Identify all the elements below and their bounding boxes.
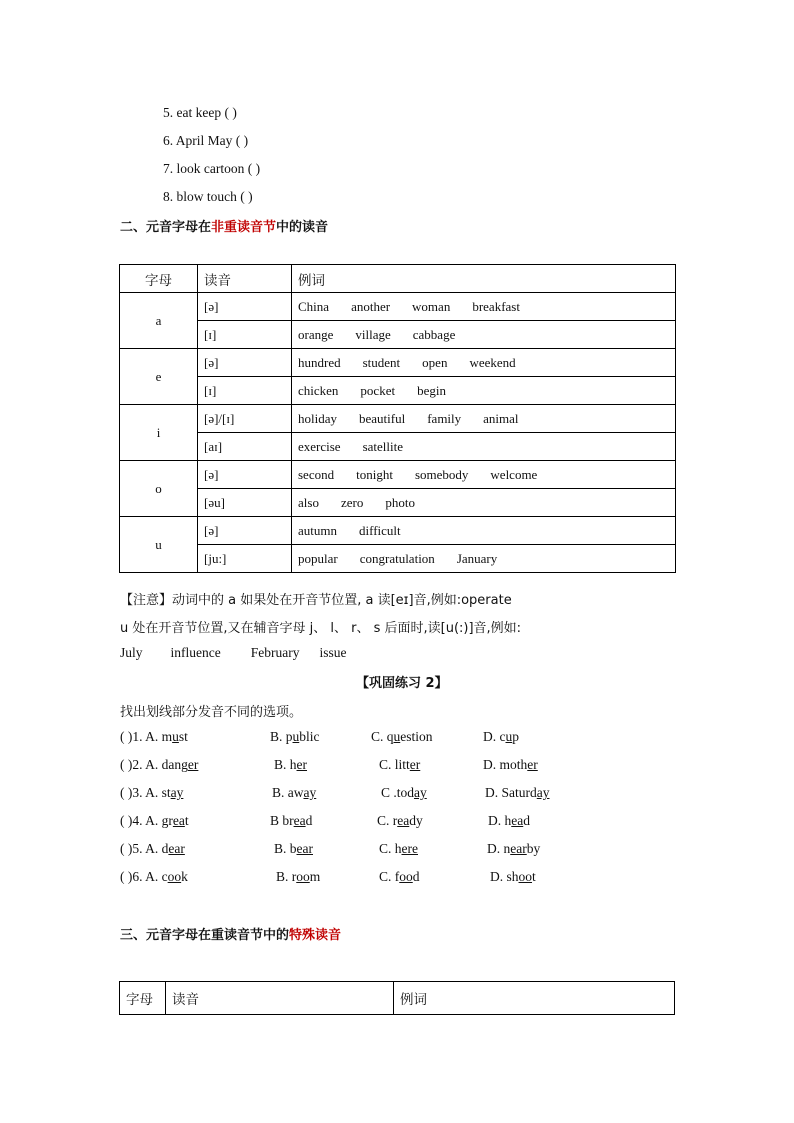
option-a	[120, 757, 198, 773]
example-word: popular	[298, 550, 338, 566]
option-text: C .tod	[381, 785, 415, 800]
sound-cell: [ɪ]	[198, 377, 292, 405]
option-a	[120, 869, 188, 885]
option-text: ( )4. A.	[120, 813, 162, 828]
note-line-1: 【注意】动词中的 a 如果处在开音节位置, a 读[eɪ]音,例如:operate	[120, 593, 512, 608]
example-word: tonight	[356, 466, 393, 482]
option-text: d	[412, 869, 420, 884]
underlined-part: oo	[399, 869, 413, 884]
note-line-2: u 处在开音节位置,又在辅音字母 j、 l、 r、 s 后面时,读[u(:)]音,例如:	[120, 621, 522, 636]
examples-cell	[292, 517, 676, 545]
example-word: animal	[483, 410, 519, 426]
option-c	[381, 785, 427, 801]
section-3-prefix: 三、元音字母在重读音节中的	[120, 928, 290, 943]
header-examples: 例词	[292, 265, 676, 293]
option-text: p	[512, 729, 519, 744]
option-b	[276, 869, 320, 885]
practice-instruction: 找出划线部分发音不同的选项。	[120, 705, 303, 720]
option-d	[483, 757, 538, 773]
underlined-part: ay	[414, 785, 427, 800]
exercise-item-7: 7. look cartoon ( )	[163, 161, 261, 176]
option-text: C. litt	[379, 757, 410, 772]
example-word: autumn	[298, 522, 337, 538]
header-examples: 例词	[394, 982, 675, 1015]
underlined-part: oo	[167, 869, 182, 884]
examples-cell	[292, 405, 676, 433]
header-letter: 字母	[120, 982, 166, 1015]
exercise-item-8: 8. blow touch ( )	[163, 189, 253, 204]
option-text: B. r	[276, 869, 297, 884]
example-word: hundred	[298, 354, 341, 370]
example-word: congratulation	[359, 550, 435, 566]
option-a	[120, 813, 189, 829]
section-2-highlight: 非重读音节	[211, 220, 277, 235]
option-text: D. Saturd	[485, 785, 537, 800]
exercise-item-6: 6. April May ( )	[163, 133, 249, 148]
option-text: gr	[161, 813, 173, 828]
example-word: difficult	[359, 522, 401, 538]
sound-cell: [ə]	[198, 517, 292, 545]
underlined-part: er	[409, 757, 421, 772]
option-text: C. q	[371, 729, 394, 744]
option-text: m	[309, 869, 321, 884]
table-row	[120, 349, 676, 377]
option-text: D. n	[487, 841, 511, 856]
option-c	[379, 757, 420, 773]
option-text: ( )5. A.	[120, 841, 162, 856]
option-text: B. aw	[272, 785, 304, 800]
example-word: breakfast	[472, 298, 520, 314]
underlined-part: oo	[518, 869, 533, 884]
option-text: st	[161, 785, 171, 800]
exercise-item-5: 5. eat keep ( )	[163, 105, 237, 120]
header-letter: 字母	[120, 265, 198, 293]
examples-cell	[292, 293, 676, 321]
option-d	[483, 729, 519, 745]
example-word: chicken	[298, 382, 339, 398]
table-row	[120, 545, 676, 573]
sound-cell: [ə]	[198, 293, 292, 321]
example-word: village	[355, 326, 391, 342]
option-text: D. sh	[490, 869, 519, 884]
example-word: beautiful	[359, 410, 406, 426]
example-word: China	[298, 298, 330, 314]
table-row	[120, 433, 676, 461]
underlined-part: u	[393, 729, 401, 744]
option-text: D. c	[483, 729, 506, 744]
option-d	[485, 785, 550, 801]
table-row	[120, 489, 676, 517]
stressed-vowel-table	[119, 981, 675, 1015]
table-header-row	[120, 265, 676, 293]
option-text: ( )6. A.	[120, 869, 162, 884]
sound-cell: [ə]	[198, 461, 292, 489]
example-word: student	[362, 354, 401, 370]
underlined-part: ear	[510, 841, 527, 856]
vowel-letter: a	[120, 293, 198, 349]
option-text: t	[184, 813, 189, 828]
option-c	[377, 813, 423, 829]
sound-cell: [ɪ]	[198, 321, 292, 349]
option-b	[274, 841, 313, 857]
option-d	[488, 813, 530, 829]
note-word: influence	[170, 645, 221, 660]
example-word: exercise	[298, 438, 341, 454]
examples-cell	[292, 321, 676, 349]
example-word: welcome	[490, 466, 538, 482]
option-text: c	[161, 869, 168, 884]
option-d	[490, 869, 536, 885]
underlined-part: oo	[296, 869, 310, 884]
example-word: family	[427, 410, 462, 426]
vowel-letter: o	[120, 461, 198, 517]
example-word: holiday	[298, 410, 337, 426]
example-word: woman	[412, 298, 451, 314]
examples-cell	[292, 349, 676, 377]
header-sound: 读音	[166, 982, 394, 1015]
option-b	[274, 757, 307, 773]
option-a	[120, 841, 185, 857]
section-3-heading	[120, 924, 341, 943]
note-word: July	[120, 645, 143, 660]
note-line-3	[120, 645, 346, 661]
sound-cell: [ə]	[198, 349, 292, 377]
underlined-part: ere	[401, 841, 418, 856]
option-text: m	[161, 729, 173, 744]
underlined-part: ear	[168, 841, 185, 856]
example-word: satellite	[362, 438, 404, 454]
underlined-part: er	[527, 757, 538, 772]
option-b	[270, 729, 320, 745]
option-text: k	[181, 869, 188, 884]
underlined-part: ea	[172, 813, 185, 828]
option-text: ( )3. A.	[120, 785, 162, 800]
option-text: d	[305, 813, 313, 828]
example-word: orange	[298, 326, 334, 342]
option-text: d	[161, 841, 169, 856]
example-word: begin	[417, 382, 446, 398]
practice-title: 【巩固练习 2】	[356, 676, 448, 691]
vowel-letter: i	[120, 405, 198, 461]
examples-cell	[292, 377, 676, 405]
example-word: January	[456, 550, 498, 566]
option-a	[120, 785, 183, 801]
table-header-row	[120, 982, 675, 1015]
examples-cell	[292, 433, 676, 461]
option-c	[379, 841, 418, 857]
sound-cell: [əu]	[198, 489, 292, 517]
example-word: second	[298, 466, 335, 482]
example-word: somebody	[414, 466, 469, 482]
section-3-highlight: 特殊读音	[289, 928, 342, 943]
underlined-part: u	[292, 729, 300, 744]
underlined-part: ay	[303, 785, 317, 800]
note-word: February	[250, 645, 300, 660]
option-text: estion	[400, 729, 433, 744]
underlined-part: u	[505, 729, 513, 744]
option-text: ( )1. A.	[120, 729, 162, 744]
example-word: photo	[385, 494, 415, 510]
examples-cell	[292, 545, 676, 573]
underlined-part: ea	[397, 813, 410, 828]
option-text: B. b	[274, 841, 297, 856]
option-text: B. p	[270, 729, 293, 744]
underlined-part: ea	[293, 813, 306, 828]
option-text: B. h	[274, 757, 297, 772]
option-a	[120, 729, 188, 745]
table-row	[120, 293, 676, 321]
option-text: t	[532, 869, 536, 884]
option-text: d	[523, 813, 530, 828]
option-c	[379, 869, 420, 885]
example-word: also	[298, 494, 319, 510]
option-text: dang	[161, 757, 188, 772]
option-text: D. h	[488, 813, 512, 828]
section-2-heading	[120, 216, 328, 235]
example-word: pocket	[360, 382, 396, 398]
example-word: cabbage	[412, 326, 456, 342]
vowel-letter: e	[120, 349, 198, 405]
example-word: zero	[340, 494, 364, 510]
table-row	[120, 461, 676, 489]
table-row	[120, 405, 676, 433]
vowel-letter: u	[120, 517, 198, 573]
note-word: issue	[319, 645, 347, 660]
table-row	[120, 517, 676, 545]
underlined-part: ay	[536, 785, 550, 800]
header-sound: 读音	[198, 265, 292, 293]
example-word: open	[422, 354, 448, 370]
examples-cell	[292, 461, 676, 489]
option-text: by	[526, 841, 541, 856]
option-b	[270, 813, 312, 829]
underlined-part: ay	[170, 785, 184, 800]
underlined-part: ear	[296, 841, 313, 856]
option-text: C. f	[379, 869, 400, 884]
sound-cell: [aɪ]	[198, 433, 292, 461]
sound-cell: [ju:]	[198, 545, 292, 573]
option-text: dy	[409, 813, 423, 828]
examples-cell	[292, 489, 676, 517]
option-d	[487, 841, 540, 857]
option-text: C. h	[379, 841, 402, 856]
underlined-part: u	[172, 729, 179, 744]
example-word: weekend	[469, 354, 516, 370]
option-text: blic	[299, 729, 320, 744]
underlined-part: er	[187, 757, 199, 772]
underlined-part: er	[296, 757, 308, 772]
option-text: ( )2. A.	[120, 757, 162, 772]
unstressed-vowel-table	[119, 264, 676, 573]
option-b	[272, 785, 316, 801]
underlined-part: ea	[511, 813, 524, 828]
option-text: C. r	[377, 813, 398, 828]
option-text: B br	[270, 813, 294, 828]
option-text: D. moth	[483, 757, 528, 772]
table-row	[120, 321, 676, 349]
option-c	[371, 729, 433, 745]
sound-cell: [ə]/[ɪ]	[198, 405, 292, 433]
section-2-prefix: 二、元音字母在	[120, 220, 212, 235]
example-word: another	[351, 298, 391, 314]
section-2-suffix: 中的读音	[276, 220, 329, 235]
option-text: st	[178, 729, 188, 744]
table-row	[120, 377, 676, 405]
